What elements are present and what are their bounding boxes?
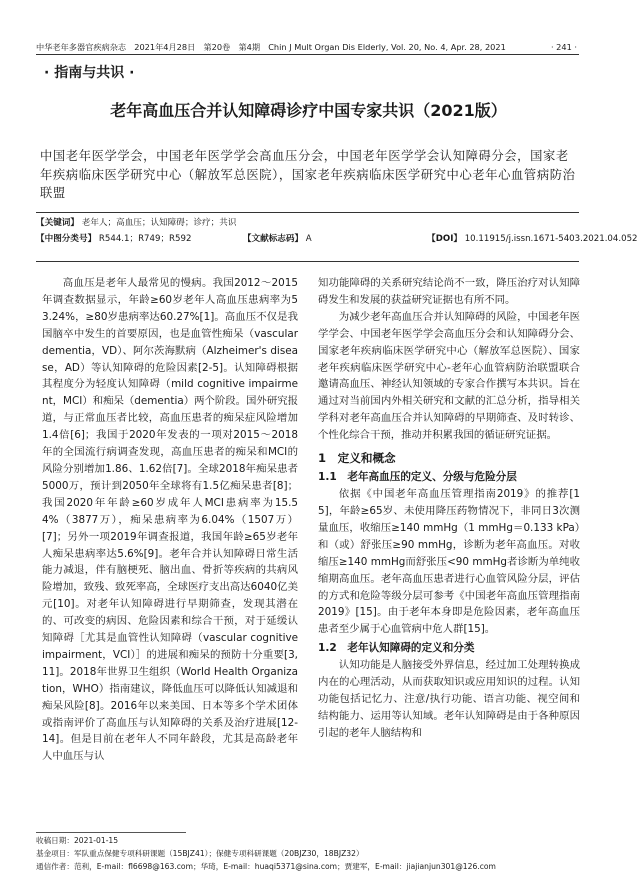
page-number: · 241 · <box>550 42 577 52</box>
subsection-heading-1-1: 1.1 老年高血压的定义、分级与危险分层 <box>318 471 517 484</box>
footnote-divider <box>36 832 186 833</box>
body-paragraph: 认知功能是人脑接受外界信息，经过加工处理转换成内在的心理活动，从而获取知识或应用知识的过程。认知功能包括记忆力、注意/执行功能、语言功能、视空间和结构能力、运用等认知域。老年认知障碍是由于各种原因引起的老年人脑结构和 <box>318 659 580 739</box>
doi-value: 10.11915/j.issn.1671-5403.2021.04.052 <box>464 234 638 244</box>
keywords-label: 【关键词】 <box>36 218 79 228</box>
subsection-heading-1-2: 1.2 老年认知障碍的定义和分类 <box>318 642 475 655</box>
article-title: 老年高血压合并认知障碍诊疗中国专家共识（2021版） <box>110 101 507 120</box>
body-paragraph: 为减少老年高血压合并认知障碍的风险，中国老年医学学会、中国老年医学学会高血压分会和认知障碍分会、国家老年疾病临床医学研究中心（解放军总医院）、国家老年疾病临床医学研究中心-老年心血管病防治联盟联合邀请高血压、神经认知领域的专家合作撰写本共识。旨在通过对当前国内外相关研究和文献的汇总分析，指导相关学科对老年高血压合并认知障碍的早期筛查、及时转诊、个性化综合干预，推动并积累我国的循证研究证据。 <box>318 310 580 442</box>
keywords-line <box>36 216 236 230</box>
keywords-value: 老年人；高血压；认知障碍；诊疗；共识 <box>81 218 237 228</box>
body-paragraph: 依据《中国老年高血压管理指南2019》的推荐[15]，年龄≥65岁、未使用降压药物情况下，非同日3次测量血压，收缩压≥140 mmHg（1 mmHg＝0.133 kPa）和（或）舒张压≥90 mmHg，诊断为老年高血压。对收缩压≥140 mmHg而舒张压<90 mmHg者诊断为单纯收缩期高血压。老年高血压患者进行心血管风险分层，评估的方式和危险等级分层可参考《中国老年高血压管理指南2019》[15]。由于老年本身即是危险因素，老年高血压患者至少属于心血管病中危人群[15]。 <box>318 488 580 636</box>
running-head-text: 中华老年多器官疾病杂志 2021年4月28日 第20卷 第4期 Chin J Mult Organ Dis Elderly, Vol. 20, No. 4, Apr. 28, 2021 <box>36 42 506 52</box>
clc-value: R544.1；R749；R592 <box>98 234 192 244</box>
section-heading-1: 1 定义和概念 <box>318 451 396 466</box>
body-right-column <box>318 275 580 831</box>
clc-label: 【中图分类号】 <box>36 234 97 244</box>
body-left-column <box>42 275 298 831</box>
meta-divider-top <box>36 212 579 213</box>
running-head <box>36 40 579 55</box>
footnote-fund: 基金项目：军队重点保健专项科研课题（15BJZ41）；保健专项科研课题（20BJZ30，18BJZ32） <box>36 849 364 858</box>
classification-line <box>36 232 638 246</box>
footnote-received: 收稿日期：2021-01-15 <box>36 836 119 845</box>
author-list: 中国老年医学学会，中国老年医学学会高血压分会，中国老年医学学会认知障碍分会，国家老年疾病临床医学研究中心（解放军总医院），国家老年疾病临床医学研究中心老年心血管病防治联盟 <box>40 149 576 200</box>
doc-code-label: 【文献标志码】 <box>242 234 304 244</box>
meta-divider-bottom <box>36 261 579 262</box>
body-paragraph: 知功能障碍的关系研究结论尚不一致，降压治疗对认知障碍发生和发展的获益研究证据也有所不同。 <box>318 277 580 306</box>
body-paragraph: 高血压是老年人最常见的慢病。我国2012～2015年调查数据显示，年龄≥60岁老年人高血压患病率为53.24%，≥80岁患病率达60.27%[1]。高血压不仅是我国脑卒中发生的首要原因，也是血管性痴呆（vascular dementia，VD）、阿尔茨海默病（Alzheimer's disease，AD）等认知障碍的危险因素[2-5]。认知障碍根据其程度分为轻度认知障碍（mild cognitive impairment，MCI）和痴呆（dementia）两个阶段。国外研究报道，与正常血压者比较，高血压患者的痴呆症风险增加1.4倍[6]；我国于2020年发表的一项对2015～2018年的全国流行病调查发现，高血压患者的痴呆和MCI的风险分别增加1.86、1.62倍[7]。全球2018年痴呆患者5000万，预计到2050年全球将有1.5亿痴呆患者[8]；我国2020年年龄≥60岁成年人MCI患病率为15.54%（3877万），痴呆患病率为6.04%（1507万）[7]；另外一项2019年调查报道，我国年龄≥65岁老年人痴呆患病率达5.6%[9]。老年合并认知障碍日常生活能力减退，伴有脑梗死、脑出血、骨折等疾病的共病风险增加，致残、致死率高，全球医疗支出高达6040亿美元[10]。对老年认知障碍进行早期筛查，发现其潜在的、可改变的病因、危险因素和综合干预，对于延缓认知障碍［尤其是血管性认知障碍（vascular cognitive impairment，VCI）］的进展和痴呆的预防十分重要[3,11]。2018年世界卫生组织（World Health Organization，WHO）指南建议，降低血压可以降低认知减退和痴呆风险[8]。2016年以来美国、日本等多个学术团体或指南评价了高血压与认知障碍的关系及治疗进展[12-14]。但是目前在老年人不同年龄段，尤其是高龄老年人中血压与认 <box>42 277 298 763</box>
section-tag: · 指南与共识 · <box>44 65 135 81</box>
doc-code-value: A <box>305 234 312 244</box>
doi-label: 【DOI】 <box>427 234 462 244</box>
footnote-corresponding: 通信作者：范利，E-mail：fl6698@163.com；华琦，E-mail：huaqi5371@sina.com；贾建军，E-mail：jiajianjun301@126.com <box>36 862 496 871</box>
